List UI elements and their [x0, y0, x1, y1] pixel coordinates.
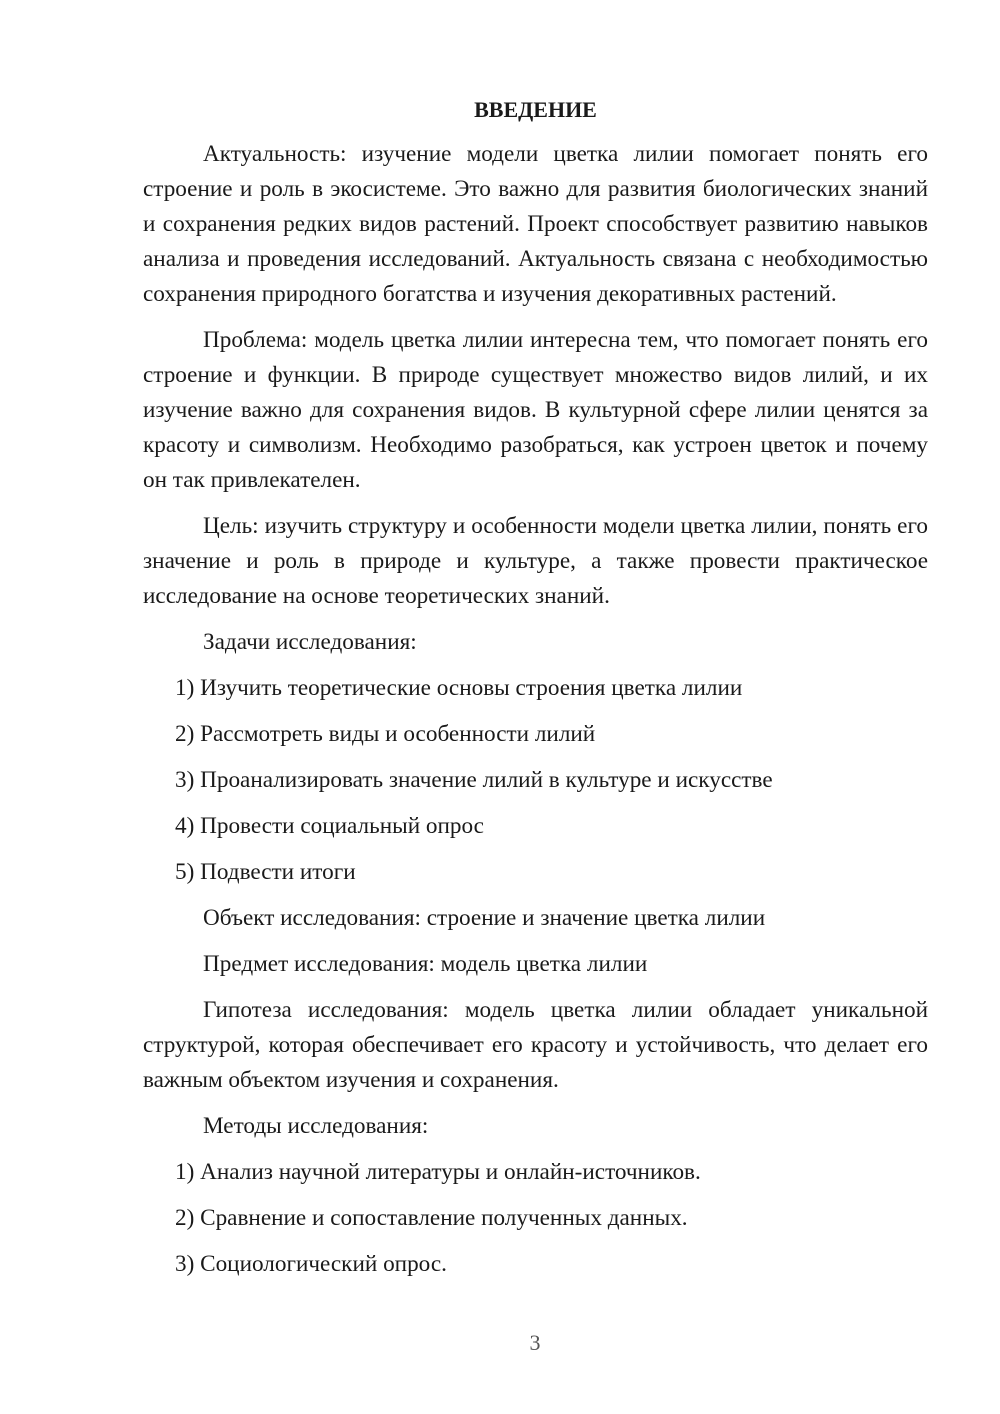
list-item: 4) Провести социальный опрос: [175, 813, 484, 839]
problem-paragraph: Проблема: модель цветка лилии интересна тем, что помогает понять его строение и функции. В природе существует множество видов лилий, и их изучение важно для сохранения видов. В культурной сфере лилии ценятся за красоту и символизм. Необходимо разобраться, как устроен цветок и почему он так привлекателен.: [143, 327, 928, 493]
research-object: Объект исследования: строение и значение цветка лилии: [203, 905, 766, 931]
list-item: 3) Проанализировать значение лилий в культуре и искусстве: [175, 767, 773, 793]
relevance-paragraph: Актуальность: изучение модели цветка лилии помогает понять его строение и роль в экосистеме. Это важно для развития биологических знаний и сохранения редких видов растений. Проект способствует развитию навыков анализа и проведения исследований. Актуальность связана с необходимостью сохранения природного богатства и изучения декоративных растений.: [143, 141, 928, 307]
list-item: 1) Анализ научной литературы и онлайн-источников.: [175, 1159, 701, 1185]
tasks-heading: Задачи исследования:: [203, 629, 417, 655]
methods-list: [143, 1155, 928, 1282]
goal-paragraph: Цель: изучить структуру и особенности модели цветка лилии, понять его значение и роль в природе и культуре, а также провести практическое исследование на основе теоретических знаний.: [143, 513, 928, 609]
methods-heading: Методы исследования:: [203, 1113, 429, 1139]
list-item: 2) Рассмотреть виды и особенности лилий: [175, 721, 596, 747]
section-title: ВВЕДЕНИЕ: [474, 97, 597, 122]
tasks-list: [143, 671, 928, 890]
list-item: 1) Изучить теоретические основы строения цветка лилии: [175, 675, 743, 701]
hypothesis-paragraph: Гипотеза исследования: модель цветка лилии обладает уникальной структурой, которая обеспечивает его красоту и устойчивость, что делает его важным объектом изучения и сохранения.: [143, 997, 928, 1093]
list-item: 5) Подвести итоги: [175, 859, 356, 885]
page-content: [143, 92, 928, 1293]
list-item: 2) Сравнение и сопоставление полученных данных.: [175, 1205, 688, 1231]
research-subject: Предмет исследования: модель цветка лилии: [203, 951, 648, 977]
list-item: 3) Социологический опрос.: [175, 1251, 447, 1277]
page-number: 3: [529, 1330, 541, 1355]
